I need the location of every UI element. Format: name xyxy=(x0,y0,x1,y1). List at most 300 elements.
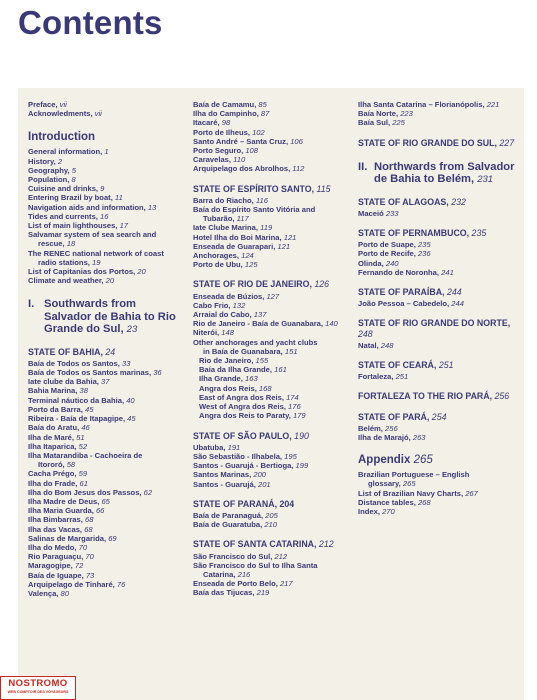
contents-subentry xyxy=(193,393,353,402)
entry-title: Geography, xyxy=(28,165,72,175)
page-number: 116 xyxy=(255,195,268,205)
entry-title: Porto Seguro, xyxy=(193,146,246,156)
page-number: 251 xyxy=(438,360,454,371)
page-number: 265 xyxy=(413,454,433,467)
entry-title: STATE OF CEARÁ, xyxy=(358,360,439,371)
entry-title: Santos Marinas, xyxy=(193,470,254,480)
contents-entry xyxy=(28,414,186,423)
state-heading xyxy=(358,287,524,297)
contents-entry xyxy=(28,386,186,395)
page-number: 241 xyxy=(441,267,454,277)
page-number: 51 xyxy=(76,432,85,442)
contents-entry xyxy=(28,552,186,561)
contents-subentry xyxy=(193,365,353,374)
entry-title: STATE OF RIO DE JANEIRO, xyxy=(193,279,315,290)
entry-title: STATE OF SÃO PAULO, xyxy=(193,430,295,441)
contents-subentry xyxy=(193,411,353,420)
contents-entry xyxy=(28,580,186,589)
page-number: 256 xyxy=(385,423,398,433)
contents-entry xyxy=(193,196,353,205)
entry-title: STATE OF PERNAMBUCO, xyxy=(358,228,472,239)
page-number: 108 xyxy=(245,146,258,156)
entry-title: Ilha Santa Catarina – Florianópolis, xyxy=(358,100,487,109)
page-number: 9 xyxy=(100,184,105,194)
contents-entry xyxy=(193,301,353,310)
page-number: 37 xyxy=(101,377,110,387)
entry-title: Enseada de Búzios, xyxy=(193,291,267,301)
entry-title: FORTALEZA TO THE RIO PARÁ, xyxy=(358,391,495,402)
entry-title: Olinda, xyxy=(358,258,386,268)
page-number: 205 xyxy=(265,510,278,520)
page-number: 174 xyxy=(286,392,299,402)
entry-title: João Pessoa – Cabedelo, xyxy=(358,299,452,309)
contents-entry xyxy=(28,488,186,497)
page-number: 267 xyxy=(465,488,478,498)
page-number: 58 xyxy=(66,460,76,470)
contents-entry xyxy=(358,118,524,127)
entry-title: Acknowledments, xyxy=(28,109,95,119)
page-number: 254 xyxy=(431,411,447,422)
contents-subentry xyxy=(193,356,353,365)
contents-entry xyxy=(193,223,353,232)
state-heading xyxy=(28,347,186,357)
entry-title: Baía de Paranaguá, xyxy=(193,510,266,520)
page-number: 2 xyxy=(57,156,63,166)
entry-title: Ilha Maria Guarda, xyxy=(28,506,96,516)
page-number: 45 xyxy=(127,414,136,424)
page-number: 132 xyxy=(232,300,246,310)
page-number: 24 xyxy=(105,346,116,357)
contents-entry xyxy=(28,147,186,156)
contents-entry xyxy=(28,405,186,414)
entry-title: Maragogipe, xyxy=(28,561,75,571)
contents-entry xyxy=(193,242,353,251)
contents-entry xyxy=(28,442,186,451)
entry-title: Index, xyxy=(358,507,383,517)
page-number: 248 xyxy=(358,328,373,339)
contents-subentry xyxy=(193,402,353,411)
contents-entry xyxy=(193,118,353,127)
page-number: 16 xyxy=(100,211,109,221)
page-number: 212 xyxy=(318,539,334,550)
entry-title: List of main lighthouses, xyxy=(28,221,120,231)
entry-title: Porto da Barra, xyxy=(28,404,85,414)
contents-entry xyxy=(193,452,353,461)
contents-entry xyxy=(28,534,186,543)
page-number: 248 xyxy=(380,340,394,350)
page-number: 233 xyxy=(385,208,399,218)
entry-title: Preface, xyxy=(28,100,60,109)
contents-entry xyxy=(28,212,186,221)
entry-title: Itacaré, xyxy=(193,118,222,128)
entry-title: List of Brazilian Navy Charts, xyxy=(358,488,466,498)
page-number: 155 xyxy=(255,356,269,366)
page-number: 18 xyxy=(66,239,76,249)
contents-entry xyxy=(28,423,186,432)
contents-entry xyxy=(28,276,186,285)
entry-title: Baía de Todos os Santos marinas, xyxy=(28,368,154,378)
contents-entry xyxy=(28,359,186,368)
contents-entry xyxy=(193,146,353,155)
page-number: 59 xyxy=(78,469,88,479)
contents-entry xyxy=(358,341,524,350)
page-number: 38 xyxy=(79,386,88,396)
entry-title: Santo André – Santa Cruz, xyxy=(193,136,291,146)
page-number: 161 xyxy=(274,365,287,375)
entry-title: Ilha de Marajó, xyxy=(358,433,413,443)
entry-title: STATE OF PARANÁ, 204 xyxy=(193,498,295,509)
entry-title: São Francisco do Sul to Ilha Santa xyxy=(193,560,318,570)
contents-entry xyxy=(28,100,186,109)
page-number: 125 xyxy=(244,260,258,270)
part-title xyxy=(44,298,186,336)
page-number: 121 xyxy=(283,232,297,242)
contents-entry-continued xyxy=(193,347,353,356)
entry-title: in Baía de Guanabara, xyxy=(203,346,285,356)
entry-title: Porto de Suape, xyxy=(358,240,418,250)
contents-entry xyxy=(193,520,353,529)
entry-title: Ubatuba, xyxy=(193,442,228,452)
contents-subentry xyxy=(193,384,353,393)
entry-title: Baía de Iguape, xyxy=(28,570,86,580)
contents-entry-continued xyxy=(193,214,353,223)
page-number: 68 xyxy=(84,515,94,525)
contents-entry xyxy=(28,396,186,405)
page-number: 33 xyxy=(121,358,131,368)
page-number: 151 xyxy=(284,346,298,356)
page-number: 195 xyxy=(284,451,297,461)
page-number: 98 xyxy=(221,118,231,128)
contents-entry xyxy=(28,543,186,552)
contents-entry xyxy=(28,561,186,570)
page-number: 1 xyxy=(104,147,109,157)
contents-entry xyxy=(193,443,353,452)
contents-entry xyxy=(358,109,524,118)
page-number: 13 xyxy=(147,202,157,212)
page-number: 19 xyxy=(92,257,101,267)
entry-title: Baía Norte, xyxy=(358,109,401,119)
entry-title: Arquipelago de Tinharé, xyxy=(28,579,117,589)
page-number: 70 xyxy=(78,542,88,552)
contents-entry-continued xyxy=(28,460,186,469)
state-heading xyxy=(193,499,353,509)
entry-title: Catarina, xyxy=(203,569,238,579)
entry-title: STATE OF RIO GRANDE DO NORTE, xyxy=(358,318,511,329)
entry-title: Porto de Ilheus, xyxy=(193,127,253,137)
logo-tagline: WEB COMPTOIR DES VOYAGEURS xyxy=(7,690,69,694)
entry-title: Ribeira - Baía de Itapagipe, xyxy=(28,414,128,424)
contents-entry xyxy=(193,205,353,214)
contents-entry xyxy=(193,470,353,479)
entry-title: Cuisine and drinks, xyxy=(28,184,101,194)
contents-entry xyxy=(193,260,353,269)
entry-title: Ilha do Medo, xyxy=(28,542,79,552)
page-number: 5 xyxy=(71,165,76,175)
page-number: 212 xyxy=(274,551,288,561)
state-heading xyxy=(193,431,353,441)
page-number: 200 xyxy=(253,470,267,480)
page-number: 87 xyxy=(260,109,270,119)
entry-title: Maceió xyxy=(358,208,386,218)
entry-title: Porto de Ubu, xyxy=(193,260,245,270)
page-number: 121 xyxy=(277,241,291,251)
contents-entry xyxy=(28,267,186,276)
entry-title: Hotel Ilha do Boi Marina, xyxy=(193,232,284,242)
page-number: 244 xyxy=(446,287,462,298)
entry-title: Ilha do Bom Jesus dos Passos, xyxy=(28,487,144,497)
page-number: 36 xyxy=(153,368,162,378)
page-number: 119 xyxy=(260,223,273,233)
page-number: 102 xyxy=(252,127,265,137)
contents-entry xyxy=(28,166,186,175)
entry-title: Fortaleza, xyxy=(358,372,396,382)
entry-title: Natal, xyxy=(358,340,381,350)
entry-title: Entering Brazil by boat, xyxy=(28,193,115,203)
entry-title: Salinas de Margarida, xyxy=(28,533,109,543)
page-number: 80 xyxy=(60,588,69,598)
entry-title: Angra dos Reis, xyxy=(199,383,259,393)
contents-entry xyxy=(193,100,353,109)
page-number: 124 xyxy=(241,251,254,261)
page-number: 8 xyxy=(71,175,76,185)
contents-entry xyxy=(193,128,353,137)
contents-entry xyxy=(358,268,524,277)
contents-entry xyxy=(193,328,353,337)
state-heading xyxy=(358,391,524,401)
contents-entry xyxy=(28,193,186,202)
entry-title: Rio de Janeiro, xyxy=(199,356,256,366)
page-number: 85 xyxy=(258,100,267,109)
contents-entry xyxy=(193,292,353,301)
entry-title: STATE OF RIO GRANDE DO SUL, xyxy=(358,137,500,148)
page-number: 236 xyxy=(417,249,431,259)
page-number: 70 xyxy=(85,552,94,562)
contents-column-3 xyxy=(358,100,524,516)
entry-title: Baía do Aratu, xyxy=(28,423,82,433)
entry-title: Brazilian Portuguese – English xyxy=(358,470,470,480)
entry-title: History, xyxy=(28,156,58,166)
entry-title: Terminal náutico da Bahia, xyxy=(28,395,127,405)
entry-title: STATE OF ALAGOAS, xyxy=(358,196,452,207)
entry-title: Other anchorages and yacht clubs xyxy=(193,337,318,347)
page-number: 126 xyxy=(314,279,330,290)
page-number: 127 xyxy=(266,291,280,301)
part-title xyxy=(374,161,524,187)
contents-entry xyxy=(358,299,524,308)
page-number: 106 xyxy=(290,136,303,146)
entry-title: Niterói, xyxy=(193,328,222,338)
page-number: vii xyxy=(59,100,67,109)
page-number: 163 xyxy=(245,374,258,384)
part-heading xyxy=(28,298,186,336)
contents-entry xyxy=(28,230,186,239)
contents-entry xyxy=(193,579,353,588)
contents-entry xyxy=(358,209,524,218)
entry-title: Iate clube da Bahia, xyxy=(28,377,102,387)
entry-title: Caravelas, xyxy=(193,155,234,165)
state-heading xyxy=(193,184,353,194)
entry-title: STATE OF SANTA CATARINA, xyxy=(193,539,319,550)
contents-column-1 xyxy=(28,100,186,598)
entry-title: STATE OF PARÁ, xyxy=(358,411,432,422)
contents-entry xyxy=(193,338,353,347)
page-number: 11 xyxy=(114,193,123,203)
page-number: 110 xyxy=(233,155,246,165)
page-number: 219 xyxy=(256,588,270,598)
contents-entry xyxy=(28,377,186,386)
page-number: 216 xyxy=(237,569,251,579)
contents-entry-continued xyxy=(28,258,186,267)
contents-entry xyxy=(358,100,524,109)
page-number: 45 xyxy=(84,404,94,414)
section-heading xyxy=(28,131,186,144)
contents-entry xyxy=(358,240,524,249)
contents-entry xyxy=(28,506,186,515)
entry-title: Salvamar system of sea search and xyxy=(28,230,157,240)
entry-title: Rio de Janeiro - Baía de Guanabara, xyxy=(193,319,326,329)
entry-title: São Sebastião - Ilhabela, xyxy=(193,451,285,461)
page-number: 227 xyxy=(499,137,515,148)
page-number: vii xyxy=(94,109,102,119)
page-number: 217 xyxy=(279,579,293,589)
entry-title: São Francisco do Sul, xyxy=(193,551,275,561)
contents-entry xyxy=(193,511,353,520)
page-number: 268 xyxy=(417,497,431,507)
entry-title: Population, xyxy=(28,175,72,185)
entry-title: Cacha Prégo, xyxy=(28,469,79,479)
page-number: 72 xyxy=(74,561,84,571)
page-number: 235 xyxy=(417,240,431,250)
contents-entry xyxy=(193,164,353,173)
contents-entry xyxy=(28,515,186,524)
contents-entry xyxy=(193,109,353,118)
publisher-logo xyxy=(0,676,76,700)
entry-title: Baía do Espírito Santo Vitória and xyxy=(193,205,316,215)
contents-entry xyxy=(358,259,524,268)
page-number: 17 xyxy=(119,221,129,231)
page-number: 117 xyxy=(236,214,249,224)
state-heading xyxy=(358,228,524,238)
entry-title: Tides and currents, xyxy=(28,211,101,221)
entry-title: STATE OF ESPÍRITO SANTO, xyxy=(193,183,317,194)
entry-title: STATE OF PARAÍBA, xyxy=(358,287,447,298)
page-number: 20 xyxy=(137,267,146,277)
contents-entry xyxy=(358,470,524,479)
state-heading xyxy=(358,360,524,370)
contents-entry xyxy=(193,155,353,164)
entry-title: Ilha do Campinho, xyxy=(193,109,261,119)
contents-entry xyxy=(358,424,524,433)
part-title-text: Southwards from Salvador de Bahia to Rio Grande do Sul, xyxy=(44,298,176,336)
page-number: 115 xyxy=(316,183,331,194)
page-number: 65 xyxy=(101,496,110,506)
entry-title: Ilha do Frade, xyxy=(28,478,80,488)
entry-title: Porto de Recife, xyxy=(358,249,418,259)
contents-column-2 xyxy=(193,100,353,598)
page-number: 69 xyxy=(108,533,117,543)
page-number: 256 xyxy=(494,391,510,402)
entry-title: Enseada de Guarapari, xyxy=(193,241,278,251)
entry-title: East of Angra dos Reis, xyxy=(199,392,287,402)
contents-entry xyxy=(193,461,353,470)
entry-title: Baía de Todos os Santos, xyxy=(28,358,122,368)
page-number: 232 xyxy=(451,196,466,207)
page-number: 199 xyxy=(295,461,309,471)
contents-entry xyxy=(28,221,186,230)
contents-entry xyxy=(28,249,186,258)
entry-title: Barra do Riacho, xyxy=(193,195,256,205)
page-number: 140 xyxy=(325,319,338,329)
entry-title: Anchorages, xyxy=(193,251,242,261)
contents-entry xyxy=(28,479,186,488)
entry-title: List of Capitanias dos Portos, xyxy=(28,267,138,277)
page-number: 179 xyxy=(292,411,306,421)
page-number: 270 xyxy=(382,507,395,517)
entry-title: Baía da Ilha Grande, xyxy=(199,365,275,375)
entry-title: glossary, xyxy=(368,479,403,489)
entry-title: Ilha Madre de Deus, xyxy=(28,496,102,506)
part-heading xyxy=(358,161,524,187)
entry-title: Iate Clube Marina, xyxy=(193,223,261,233)
state-heading xyxy=(358,197,524,207)
contents-entry xyxy=(358,372,524,381)
contents-entry-continued xyxy=(358,479,524,488)
page-number: 76 xyxy=(116,579,126,589)
contents-entry xyxy=(28,589,186,598)
contents-entry xyxy=(28,469,186,478)
entry-title: Arquipelago dos Abrolhos, xyxy=(193,164,293,174)
page-number: 61 xyxy=(79,478,88,488)
entry-title: Belém, xyxy=(358,423,386,433)
entry-title: Rio Paraguaçu, xyxy=(28,552,86,562)
page-number: 112 xyxy=(292,164,305,174)
entry-title: Santos - Guarujá - Bertioga, xyxy=(193,461,296,471)
entry-title: Baía Sul, xyxy=(358,118,393,128)
entry-title: Ilha Itaparica, xyxy=(28,441,79,451)
entry-title: Angra dos Reis to Paraty, xyxy=(199,411,293,421)
contents-entry xyxy=(193,552,353,561)
page-number: 190 xyxy=(294,430,309,441)
page-number: 66 xyxy=(95,506,105,516)
contents-entry xyxy=(28,175,186,184)
contents-entry xyxy=(193,480,353,489)
page-number: 20 xyxy=(105,276,115,286)
contents-entry xyxy=(28,451,186,460)
page-number: 176 xyxy=(288,402,301,412)
entry-title: Ilha Bimbarras, xyxy=(28,515,85,525)
entry-title: Itororó, xyxy=(38,460,67,470)
entry-title: Arraial do Cabo, xyxy=(193,310,254,320)
logo-name: NOSTROMO xyxy=(8,678,68,689)
entry-title: Tubarão, xyxy=(203,214,237,224)
page-number: 221 xyxy=(486,100,500,109)
part-title-text: Northwards from Salvador de Bahia to Belém, xyxy=(374,160,515,186)
entry-title: Ilha de Maré, xyxy=(28,432,77,442)
entry-title: Bahia Marina, xyxy=(28,386,80,396)
page-number: 168 xyxy=(258,383,272,393)
page-number: 23 xyxy=(126,324,138,336)
page-number: 251 xyxy=(395,372,409,382)
entry-title: Distance tables, xyxy=(358,497,418,507)
entry-title: Baía de Camamu, xyxy=(193,100,259,109)
contents-entry-continued xyxy=(28,239,186,248)
page-number: 235 xyxy=(471,228,487,239)
page-number: 46 xyxy=(81,423,90,433)
contents-entry xyxy=(28,184,186,193)
page-number: 148 xyxy=(221,328,234,338)
state-heading xyxy=(358,412,524,422)
contents-entry xyxy=(28,525,186,534)
